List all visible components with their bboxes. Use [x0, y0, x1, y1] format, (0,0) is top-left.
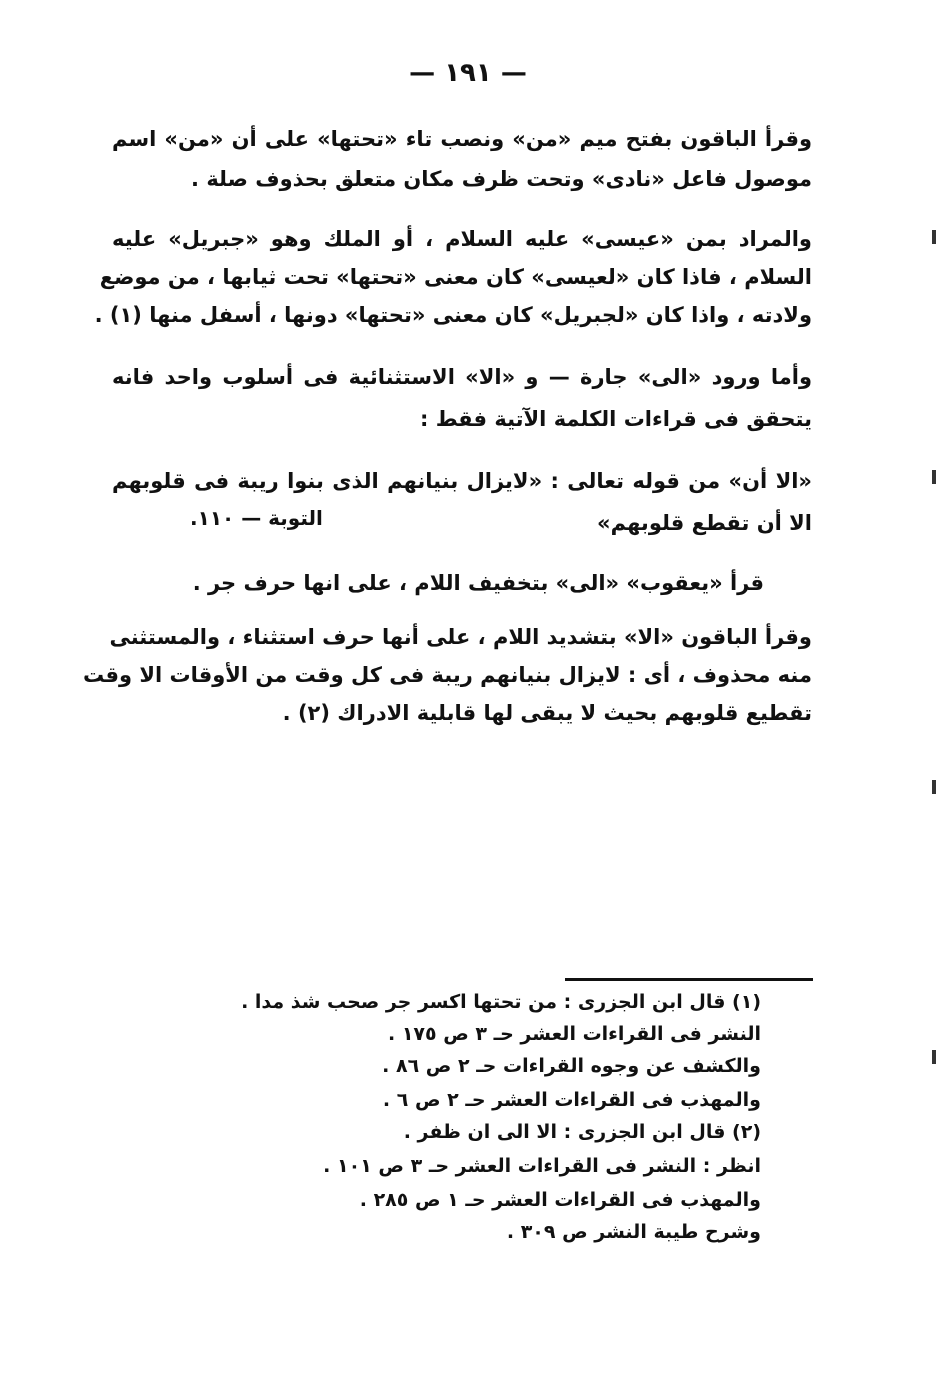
paragraph-2-line-1: والمراد بمن «عيسى» عليه السلام ، أو الملك وهو «جبريل» عليه [112, 227, 812, 251]
scan-edge-mark [932, 780, 936, 794]
verse-line-1: «الا أن» من قوله تعالى : «لايزال بنيانهم الذى بنوا ريبة فى قلوبهم [112, 469, 812, 493]
footnote-line: والمهذب فى القراءات العشر حـ ١ ص ٢٨٥ . [359, 1189, 761, 1211]
footnote-separator [565, 978, 813, 981]
scan-edge-mark [932, 1050, 936, 1064]
paragraph-3-line-1: وأما ورود «الى» جارة — و «الا» الاستثنائية فى أسلوب واحد فانه [112, 365, 812, 389]
footnote-line: النشر فى القراءات العشر حـ ٣ ص ١٧٥ . [387, 1023, 761, 1045]
footnote-line: (١) قال ابن الجزرى : من تحتها اكسر جر صحب شذ مدا . [241, 991, 761, 1013]
verse-line-2: الا أن تقطع قلوبهم» [597, 511, 812, 535]
page-number: — ١٩١ — [409, 58, 527, 88]
paragraph-1-line-1: وقرأ الباقون بفتح ميم «من» ونصب تاء «تحتها» على أن «من» اسم [112, 127, 812, 151]
scan-edge-mark [932, 470, 936, 484]
paragraph-1-line-2: موصول فاعل «نادى» وتحت ظرف مكان متعلق بحذوف صلة . [191, 167, 812, 191]
paragraph-3-line-2: يتحقق فى قراءات الكلمة الآتية فقط : [419, 407, 812, 431]
footnote-line: والمهذب فى القراءات العشر حـ ٢ ص ٦ . [382, 1089, 761, 1111]
paragraph-5-line-3: تقطيع قلوبهم بحيث لا يبقى لها قابلية الادراك (٢) . [282, 701, 812, 725]
paragraph-4-line-1: قرأ «يعقوب» «الى» بتخفيف اللام ، على انها حرف جر . [192, 571, 764, 595]
footnote-line: وشرح طيبة النشر ص ٣٠٩ . [506, 1221, 761, 1243]
scan-edge-mark [932, 230, 936, 244]
footnote-line: (٢) قال ابن الجزرى : الا الى ان ظفر . [403, 1121, 761, 1143]
paragraph-2-line-2: السلام ، فاذا كان «لعيسى» كان معنى «تحتها» تحت ثيابها ، من موضع [99, 265, 812, 289]
paragraph-5-line-1: وقرأ الباقون «الا» بتشديد اللام ، على أنها حرف استثناء ، والمستثنى [109, 625, 812, 649]
footnote-line: والكشف عن وجوه القراءات حـ ٢ ص ٨٦ . [382, 1055, 761, 1077]
footnote-line: انظر : النشر فى القراءات العشر حـ ٣ ص ١٠١ . [323, 1155, 761, 1177]
paragraph-2-line-3: ولادته ، واذا كان «لجبريل» كان معنى «تحتها» دونها ، أسفل منها (١) . [94, 303, 812, 327]
paragraph-5-line-2: منه محذوف ، أى : لايزال بنيانهم ريبة فى كل وقت من الأوقات الا وقت [82, 663, 812, 687]
verse-reference: التوبة — ١١٠. [190, 506, 323, 530]
